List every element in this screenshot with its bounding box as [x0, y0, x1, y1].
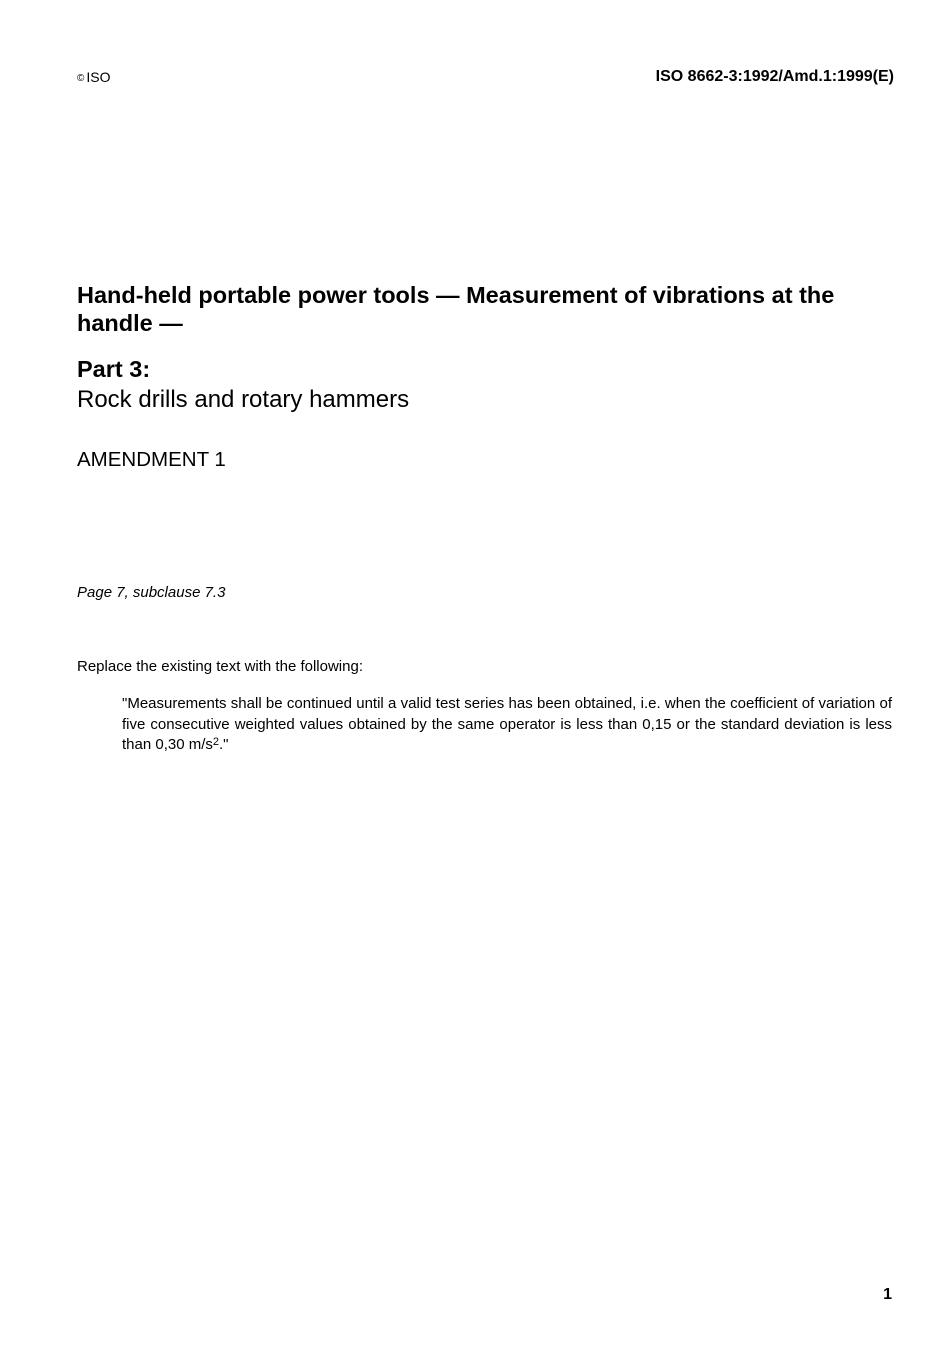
- part-label: Part 3:: [77, 356, 151, 382]
- subclause-reference: Page 7, subclause 7.3: [77, 584, 226, 601]
- replacement-text-end: .": [219, 736, 229, 753]
- document-title: Hand-held portable power tools — Measurement of vibrations at the handle —: [77, 282, 835, 336]
- copyright-icon: ©: [77, 73, 85, 84]
- organization-name: ISO: [86, 69, 111, 85]
- replacement-instruction: Replace the existing text with the following:: [77, 658, 363, 675]
- amendment-label: AMENDMENT 1: [77, 448, 226, 471]
- document-number: ISO 8662-3:1992/Amd.1:1999(E): [655, 68, 894, 85]
- part-title: Rock drills and rotary hammers: [77, 386, 410, 413]
- replacement-text-body: "Measurements shall be continued until a valid test series has been obtained, i.e. when the coefficient of variation of five consecutive weighted values obtained by the same operator is less than 0,15 or the standard deviation is less than 0,30 m/s: [122, 695, 892, 753]
- unit-exponent: 2: [212, 736, 220, 748]
- page-number: 1: [883, 1286, 892, 1303]
- copyright-notice: [77, 68, 111, 88]
- replacement-text: [122, 694, 892, 756]
